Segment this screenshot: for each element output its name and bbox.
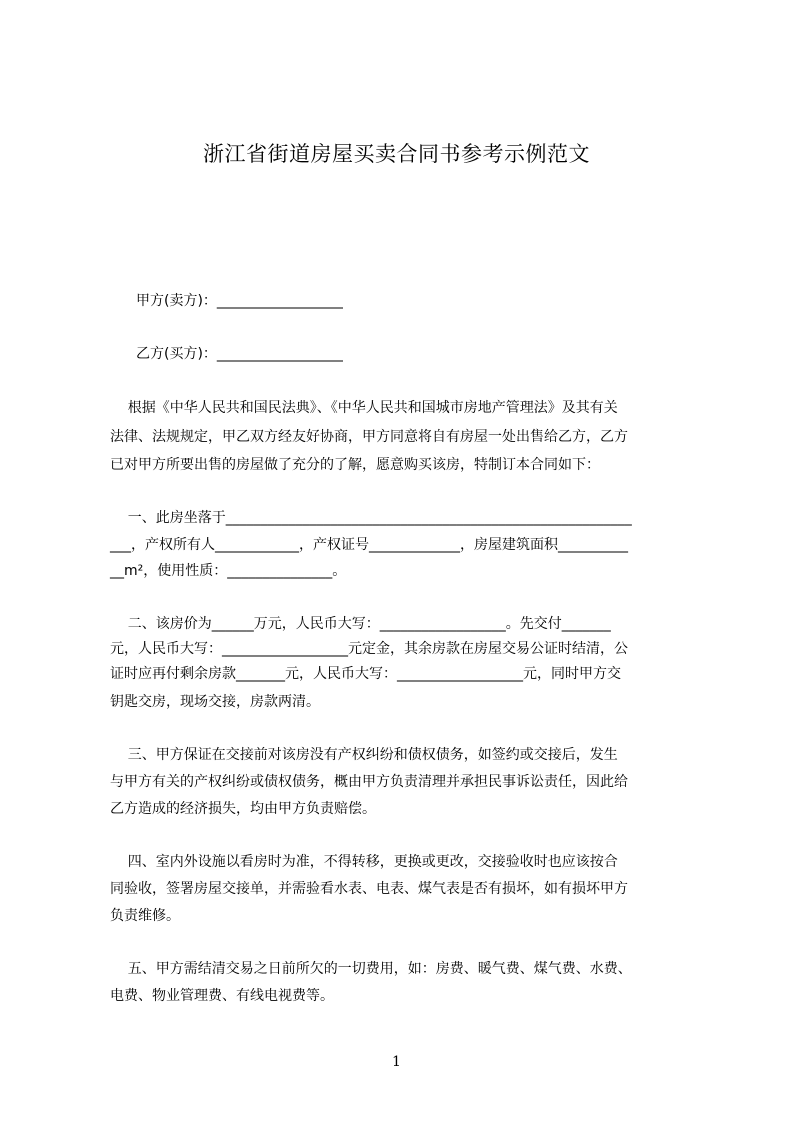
party-b-line: 乙方(买方)：__________________ [136,346,343,362]
intro-line: 法律、法规规定，甲乙双方经友好协商，甲方同意将自有房屋一处出售给乙方，乙方 [110,429,628,445]
party-a-line: 甲方(卖方)：__________________ [136,293,343,309]
clause2-line: 二、该房价为______万元，人民币大写：__________________。先交付_______ [110,616,611,632]
intro-line: 已对甲方所要出售的房屋做了充分的了解，愿意购买该房，特制订本合同如下： [110,457,600,473]
intro-line: 根据《中华人民共和国民法典》、《中华人民共和国城市房地产管理法》及其有关 [110,400,618,416]
clause5-line: 五、甲方需结清交易之日前所欠的一切费用，如：房费、暖气费、煤气费、水费、 [110,961,632,977]
clause2-line: 证时应再付剩余房款_______元，人民币大写：__________________元，同时甲方交 [110,666,621,682]
clause3-line: 三、甲方保证在交接前对该房没有产权纠纷和债权债务，如签约或交接后，发生 [110,747,618,763]
clause1-line: 一、此房坐落于__________________________________________________________ [110,510,632,526]
clause4-line: 负责维修。 [110,908,180,924]
document-title: 浙江省街道房屋买卖合同书参考示例范文 [203,142,590,166]
clause4-line: 四、室内外设施以看房时为准，不得转移，更换或更改，交接验收时也应该按合 [110,854,618,870]
clause3-line: 与甲方有关的产权纠纷或债权债务，概由甲方负责清理并承担民事诉讼责任，因此给 [110,774,628,790]
page-number: 1 [392,1054,401,1070]
clause2-line: 钥匙交房，现场交接，房款两清。 [110,694,320,710]
clause5-line: 电费、物业管理费、有线电视费等。 [110,988,334,1004]
clause1-line: ___，产权所有人____________，产权证号_____________，房屋建筑面积__________ [110,537,628,553]
clause3-line: 乙方造成的经济损失，均由甲方负责赔偿。 [110,801,376,817]
clause1-line: __m²，使用性质：_______________。 [110,563,347,579]
clause2-line: 元，人民币大写：__________________元定金，其余房款在房屋交易公证时结清，公 [110,641,628,657]
clause4-line: 同验收，签署房屋交接单，并需验看水表、电表、煤气表是否有损坏，如有损坏甲方 [110,881,628,897]
